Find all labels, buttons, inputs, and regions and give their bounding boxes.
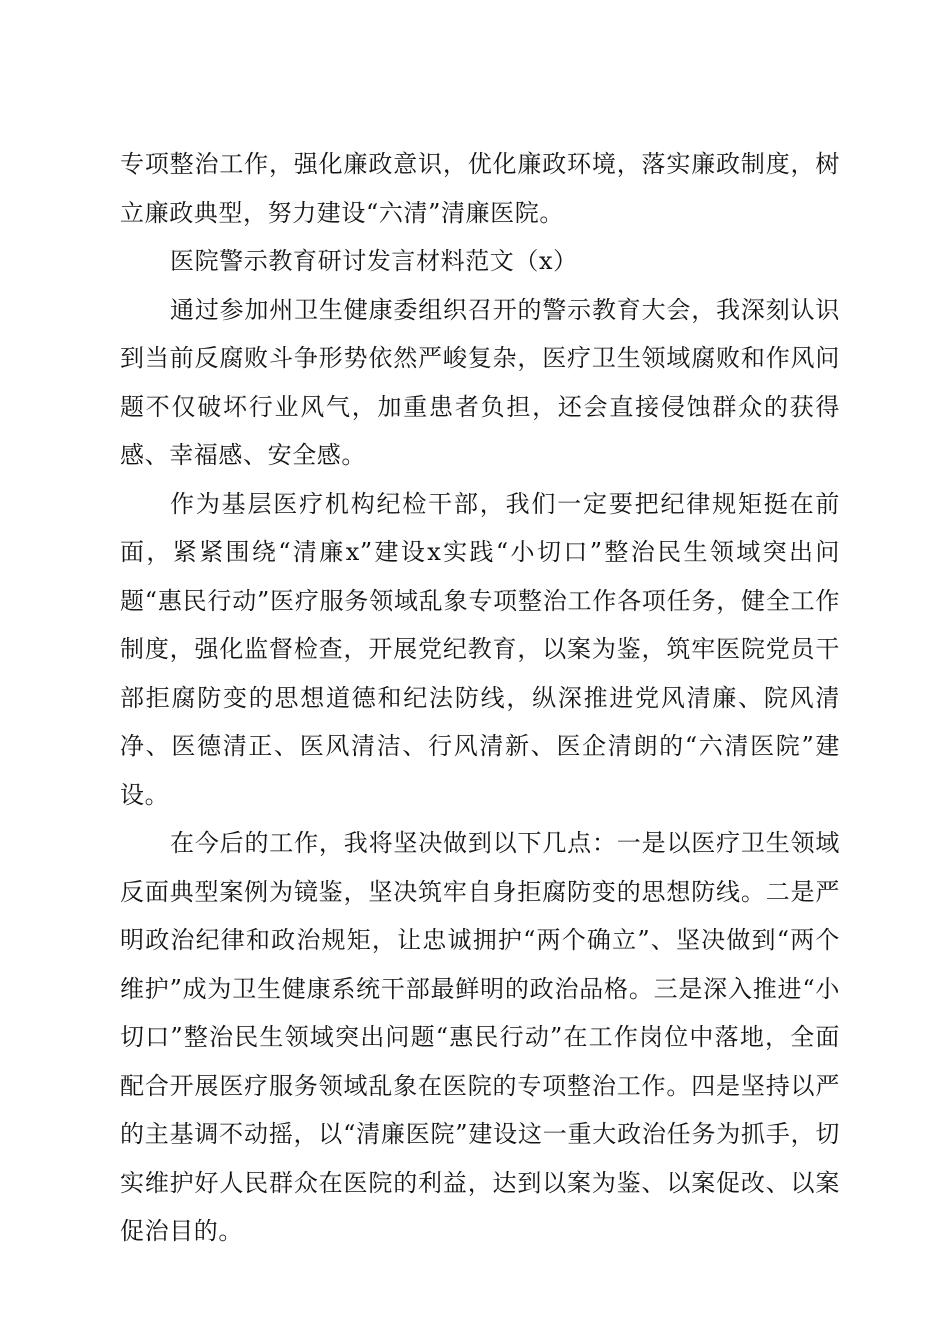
section-title: 医院警示教育研讨发言材料范文（x） (170, 247, 578, 275)
paragraph-commitments: 在今后的工作，我将坚决做到以下几点：一是以医疗卫生领域反面典型案例为镜鉴，坚决筑牢自身拒腐防变的思想防线。二是严明政治纪律和政治规矩，让忠诚拥护“两个确立”、坚决做到“两个维护”成为卫生健康系统干部最鲜明的政治品格。三是深入推进“小切口”整治民生领域突出问题“惠民行动”在工作岗位中落地，全面配合开展医疗服务领域乱象在医院的专项整治工作。四是坚持以严的主基调不动摇，以“清廉医院”建设这一重大政治任务为抓手，切实维护好人民群众在医院的利益，达到以案为鉴、以案促改、以案促治目的。 (120, 829, 840, 1245)
document-body (120, 140, 840, 1256)
paragraph-intro: 通过参加州卫生健康委组织召开的警示教育大会，我深刻认识到当前反腐败斗争形势依然严峻复杂，医疗卫生领域腐败和作风问题不仅破坏行业风气，加重患者负担，还会直接侵蚀群众的获得感、幸福感、安全感。 (120, 295, 840, 469)
paragraph-duty: 作为基层医疗机构纪检干部，我们一定要把纪律规矩挺在前面，紧紧围绕“清廉x”建设x实践“小切口”整治民生领域突出问题“惠民行动”医疗服务领域乱象专项整治工作各项任务，健全工作制度，强化监督检查，开展党纪教育，以案为鉴，筑牢医院党员干部拒腐防变的思想道德和纪法防线，纵深推进党风清廉、院风清净、医德清正、医风清洁、行风清新、医企清朗的“六清医院”建设。 (120, 489, 840, 809)
paragraph-continuation: 专项整治工作，强化廉政意识，优化廉政环境，落实廉政制度，树立廉政典型，努力建设“六清”清廉医院。 (120, 150, 840, 227)
